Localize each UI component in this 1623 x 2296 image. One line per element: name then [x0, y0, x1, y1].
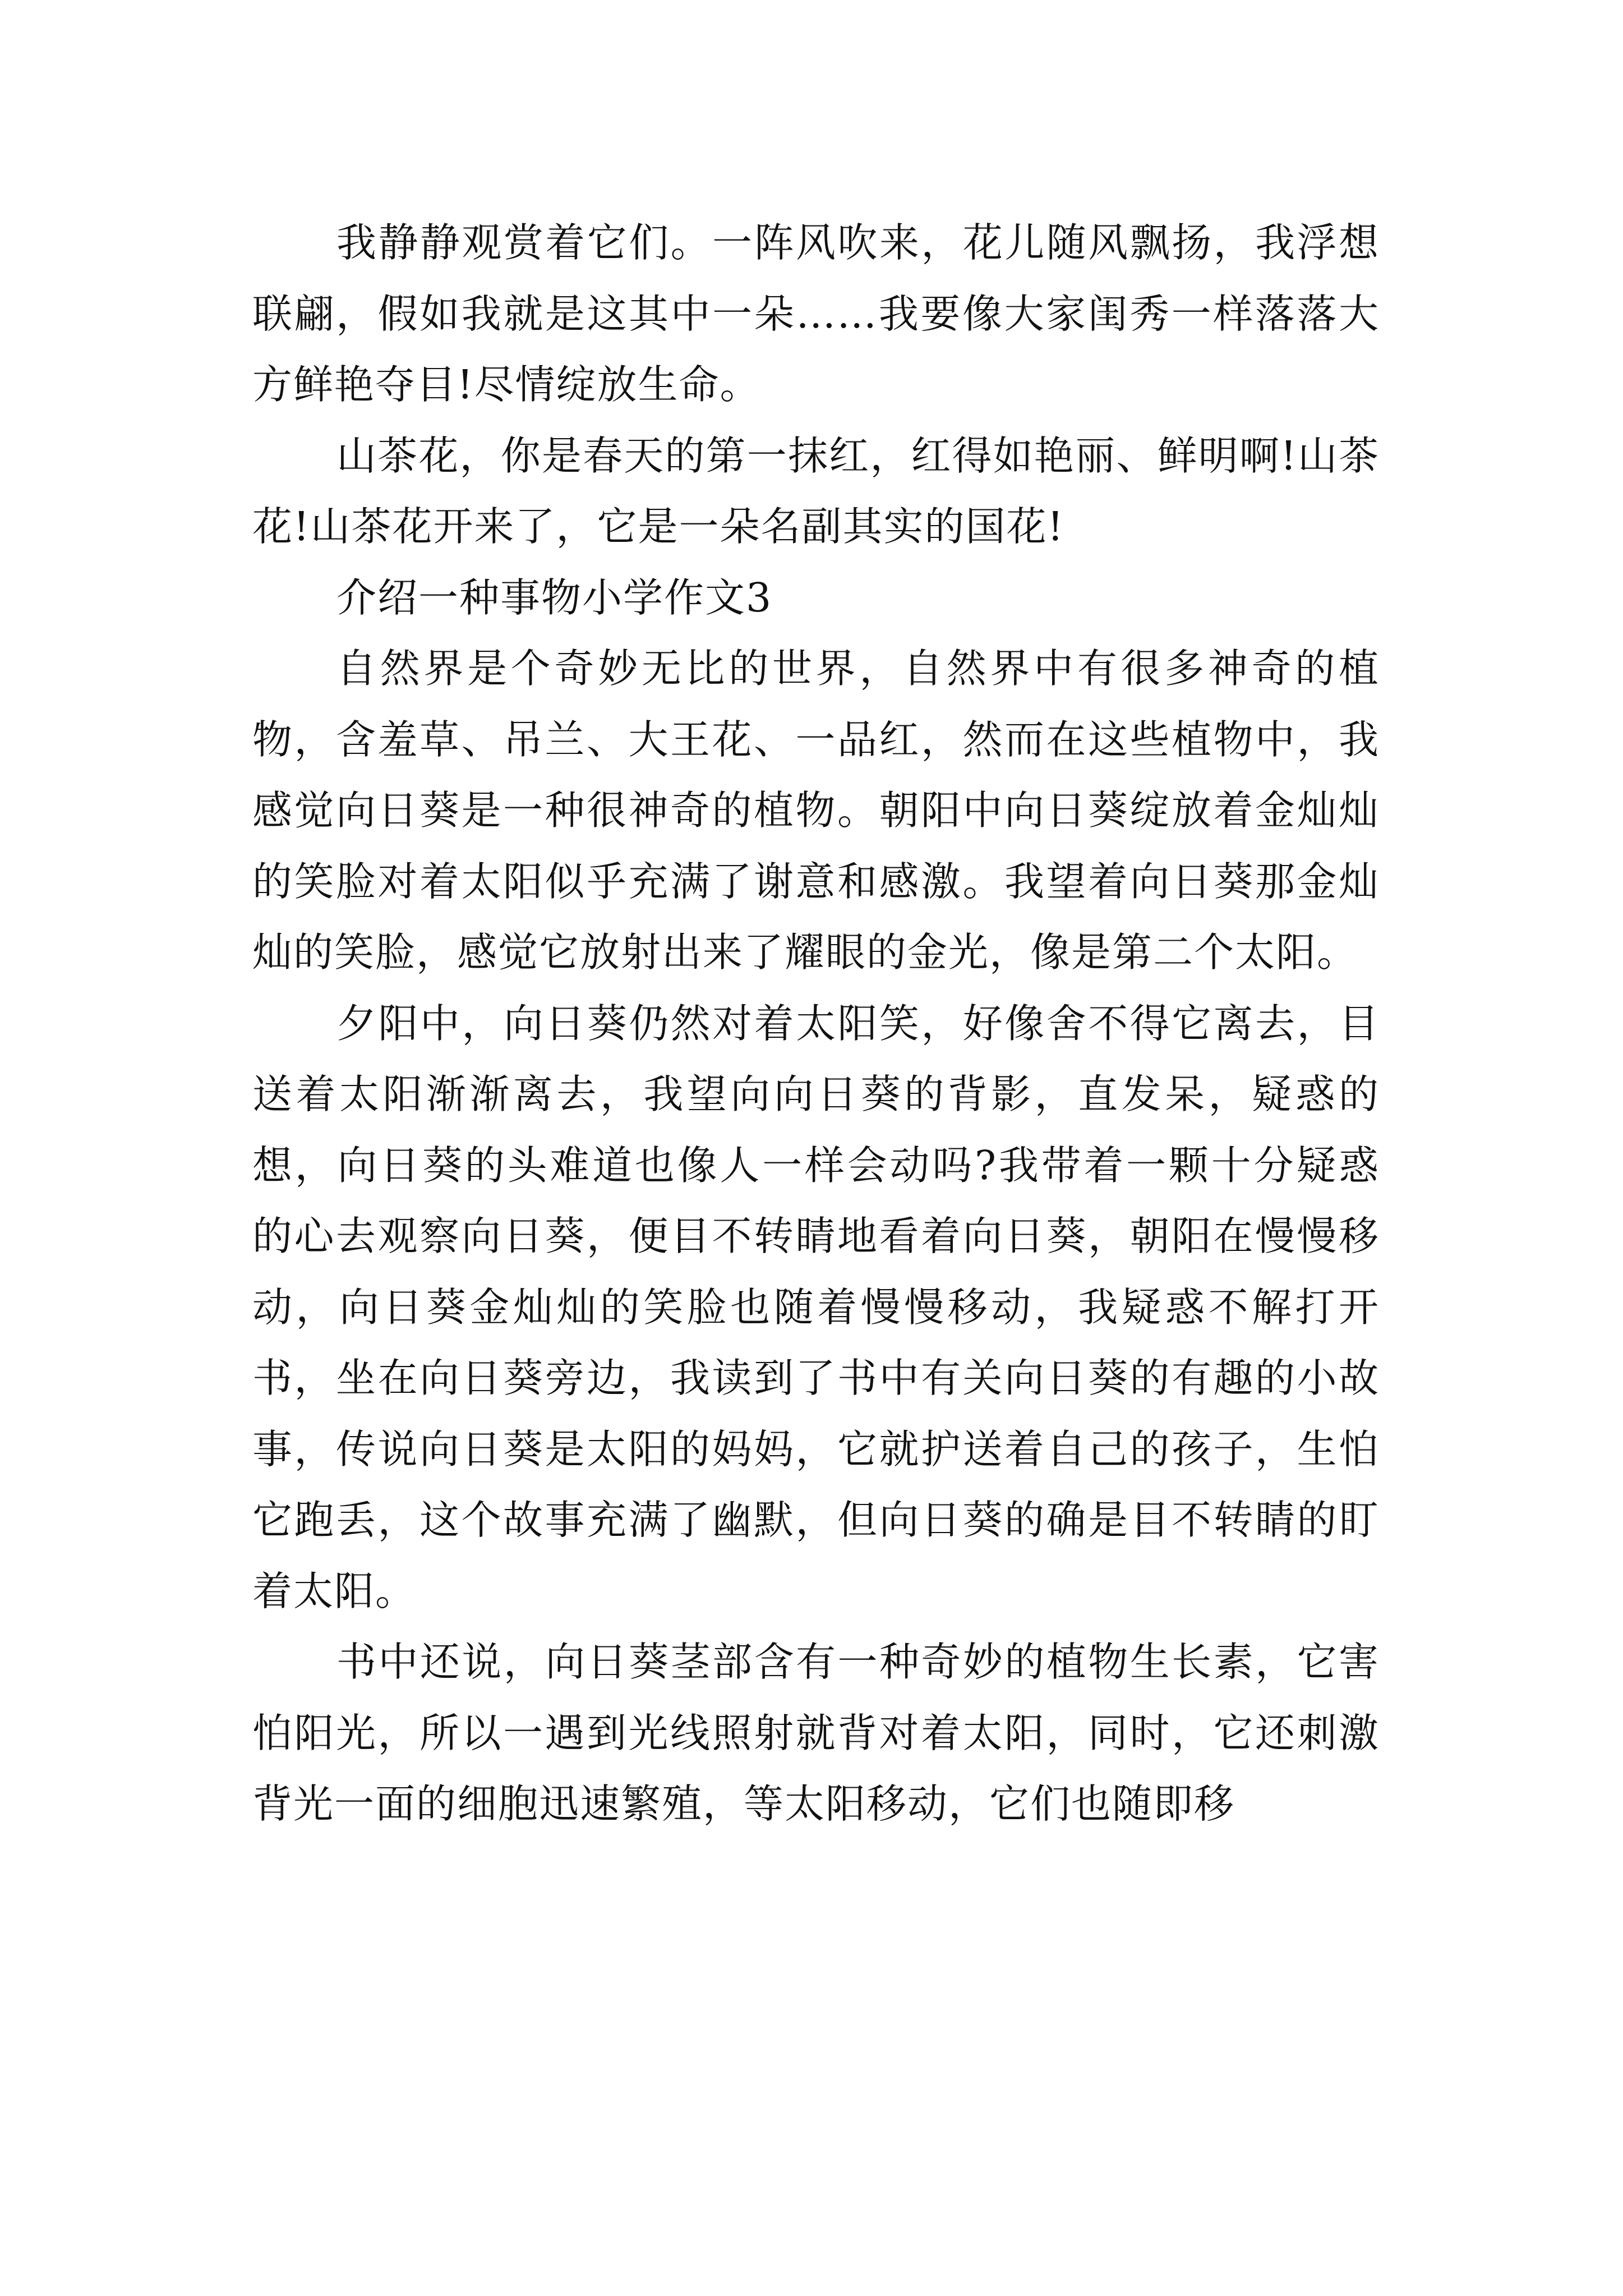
paragraph-5: 书中还说，向日葵茎部含有一种奇妙的植物生长素，它害怕阳光，所以一遇到光线照射就背对着太阳，同时，它还刺激背光一面的细胞迅速繁殖，等太阳移动，它们也随即移 [252, 1639, 1380, 1827]
paragraph-1: 我静静观赏着它们。一阵风吹来，花儿随风飘扬，我浮想联翩，假如我就是这其中一朵……我要像大家闺秀一样落落大方鲜艳夺目!尽情绽放生命。 [252, 219, 1380, 408]
document-body [252, 208, 1380, 1840]
paragraph-3: 自然界是个奇妙无比的世界，自然界中有很多神奇的植物，含羞草、吊兰、大王花、一品红，然而在这些植物中，我感觉向日葵是一种很神奇的植物。朝阳中向日葵绽放着金灿灿的笑脸对着太阳似乎充满了谢意和感激。我望着向日葵那金灿灿的笑脸，感觉它放射出来了耀眼的金光，像是第二个太阳。 [252, 645, 1380, 976]
paragraph-2: 山茶花，你是春天的第一抹红，红得如艳丽、鲜明啊!山茶花!山茶花开来了，它是一朵名副其实的国花! [252, 432, 1380, 550]
section-heading: 介绍一种事物小学作文3 [336, 574, 773, 621]
paragraph-4: 夕阳中，向日葵仍然对着太阳笑，好像舍不得它离去，目送着太阳渐渐离去，我望向向日葵的背影，直发呆，疑惑的想，向日葵的头难道也像人一样会动吗?我带着一颗十分疑惑的心去观察向日葵，便目不转睛地看着向日葵，朝阳在慢慢移动，向日葵金灿灿的笑脸也随着慢慢移动，我疑惑不解打开书，坐在向日葵旁边，我读到了书中有关向日葵的有趣的小故事，传说向日葵是太阳的妈妈，它就护送着自己的孩子，生怕它跑丢，这个故事充满了幽默，但向日葵的确是目不转睛的盯着太阳。 [252, 1000, 1380, 1614]
